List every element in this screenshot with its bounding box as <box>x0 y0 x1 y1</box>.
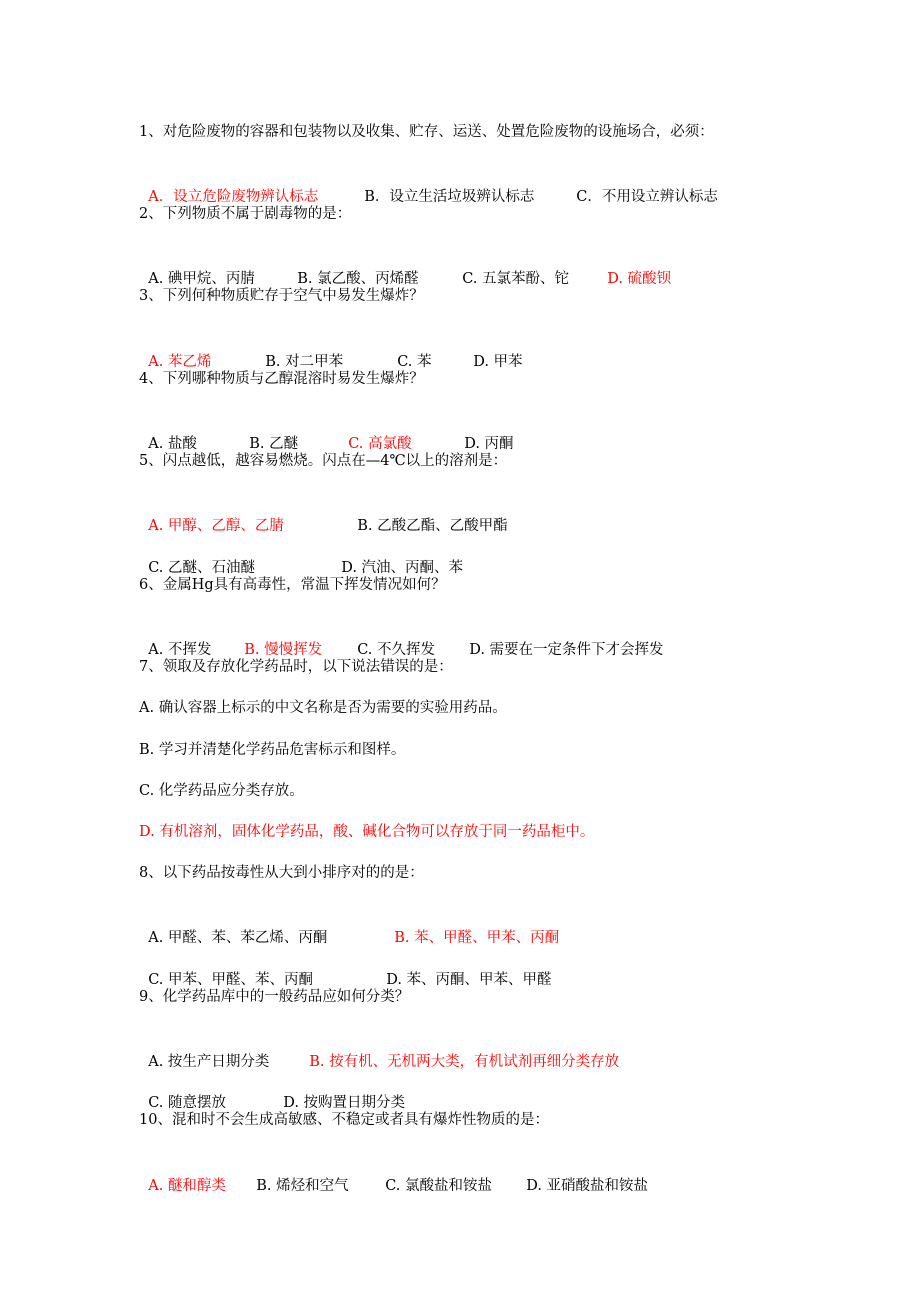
option-7a: A. 确认容器上标示的中文名称是否为需要的实验用药品。 <box>139 700 507 716</box>
question-4-options <box>139 408 514 452</box>
option-3b: B. 对二甲苯 <box>265 354 344 370</box>
option-4d: D. 丙酮 <box>464 436 514 452</box>
option-5b: B. 乙酸乙酯、乙酸甲酯 <box>357 518 508 534</box>
option-7b: B. 学习并清楚化学药品危害标示和图样。 <box>139 742 406 758</box>
option-6a: A. 不挥发 <box>148 642 212 658</box>
option-6b: B. 慢慢挥发 <box>244 642 323 658</box>
option-3a: A. 苯乙烯 <box>148 354 212 370</box>
option-10d: D. 亚硝酸盐和铵盐 <box>526 1178 649 1194</box>
question-6-stem: 6、金属Hg具有高毒性，常温下挥发情况如何？ <box>139 577 446 593</box>
option-9c: C. 随意摆放 <box>148 1095 227 1111</box>
option-9a: A. 按生产日期分类 <box>148 1054 270 1070</box>
question-9-options-row-2 <box>139 1067 406 1111</box>
option-6d: D. 需要在一定条件下才会挥发 <box>469 642 664 658</box>
question-9-options-row-1 <box>139 1026 620 1070</box>
option-7d: D. 有机溶剂，固体化学药品，酸、碱化合物可以存放于同一药品柜中。 <box>139 824 595 840</box>
question-4-stem: 4、下列哪种物质与乙醇混溶时易发生爆炸？ <box>139 371 424 387</box>
question-10-options <box>139 1150 649 1194</box>
question-1-stem: 1、对危险废物的容器和包装物以及收集、贮存、运送、处置危险废物的设施场合，必须： <box>139 124 714 140</box>
option-1a: A．设立危险废物辨认标志 <box>148 189 319 205</box>
question-2-options <box>139 243 672 287</box>
question-8-options-row-2 <box>139 944 552 988</box>
option-8c: C. 甲苯、甲醛、苯、丙酮 <box>148 972 314 988</box>
question-8-options-row-1 <box>139 902 560 946</box>
option-4c: C. 高氯酸 <box>348 436 412 452</box>
option-10c: C. 氯酸盐和铵盐 <box>385 1178 493 1194</box>
option-3c: C. 苯 <box>397 354 432 370</box>
option-4a: A. 盐酸 <box>148 436 197 452</box>
option-5a: A. 甲醇、乙醇、乙腈 <box>148 518 284 534</box>
option-7c: C. 化学药品应分类存放。 <box>139 783 304 799</box>
option-2c: C. 五氯苯酚、铊 <box>462 271 570 287</box>
question-9-stem: 9、化学药品库中的一般药品应如何分类？ <box>139 989 410 1005</box>
option-1b: B．设立生活垃圾辨认标志 <box>364 189 535 205</box>
question-6-options <box>139 614 664 658</box>
option-9d: D. 按购置日期分类 <box>283 1095 406 1111</box>
option-10a: A. 醚和醇类 <box>148 1178 226 1194</box>
option-3d: D. 甲苯 <box>473 354 523 370</box>
question-5-options-row-2 <box>139 532 464 576</box>
question-8-stem: 8、以下药品按毒性从大到小排序对的的是： <box>139 865 424 881</box>
option-8b: B. 苯、甲醛、甲苯、丙酮 <box>394 930 560 946</box>
question-5-options-row-1 <box>139 490 508 534</box>
option-2b: B. 氯乙酸、丙烯醛 <box>297 271 419 287</box>
question-3-stem: 3、下列何种物质贮存于空气中易发生爆炸？ <box>139 288 424 304</box>
option-2d: D. 硫酸钡 <box>607 271 672 287</box>
option-4b: B. 乙醚 <box>249 436 299 452</box>
option-2a: A. 碘甲烷、丙腈 <box>148 271 255 287</box>
option-9b: B. 按有机、无机两大类，有机试剂再细分类存放 <box>309 1054 620 1070</box>
option-1c: C．不用设立辨认标志 <box>576 189 718 205</box>
question-1-options <box>139 161 718 205</box>
option-6c: C. 不久挥发 <box>357 642 436 658</box>
option-10b: B. 烯烃和空气 <box>256 1178 349 1194</box>
question-5-stem: 5、闪点越低，越容易燃烧。闪点在—4℃以上的溶剂是： <box>139 453 508 469</box>
question-7-stem: 7、领取及存放化学药品时，以下说法错误的是： <box>139 659 453 675</box>
option-8d: D. 苯、丙酮、甲苯、甲醛 <box>386 972 552 988</box>
option-5d: D. 汽油、丙酮、苯 <box>341 560 464 576</box>
option-5c: C. 乙醚、石油醚 <box>148 560 256 576</box>
question-3-options <box>139 326 523 370</box>
option-8a: A. 甲醛、苯、苯乙烯、丙酮 <box>148 930 328 946</box>
question-2-stem: 2、下列物质不属于剧毒物的是： <box>139 206 352 222</box>
question-10-stem: 10、混和时不会生成高敏感、不稳定或者具有爆炸性物质的是： <box>139 1112 549 1128</box>
